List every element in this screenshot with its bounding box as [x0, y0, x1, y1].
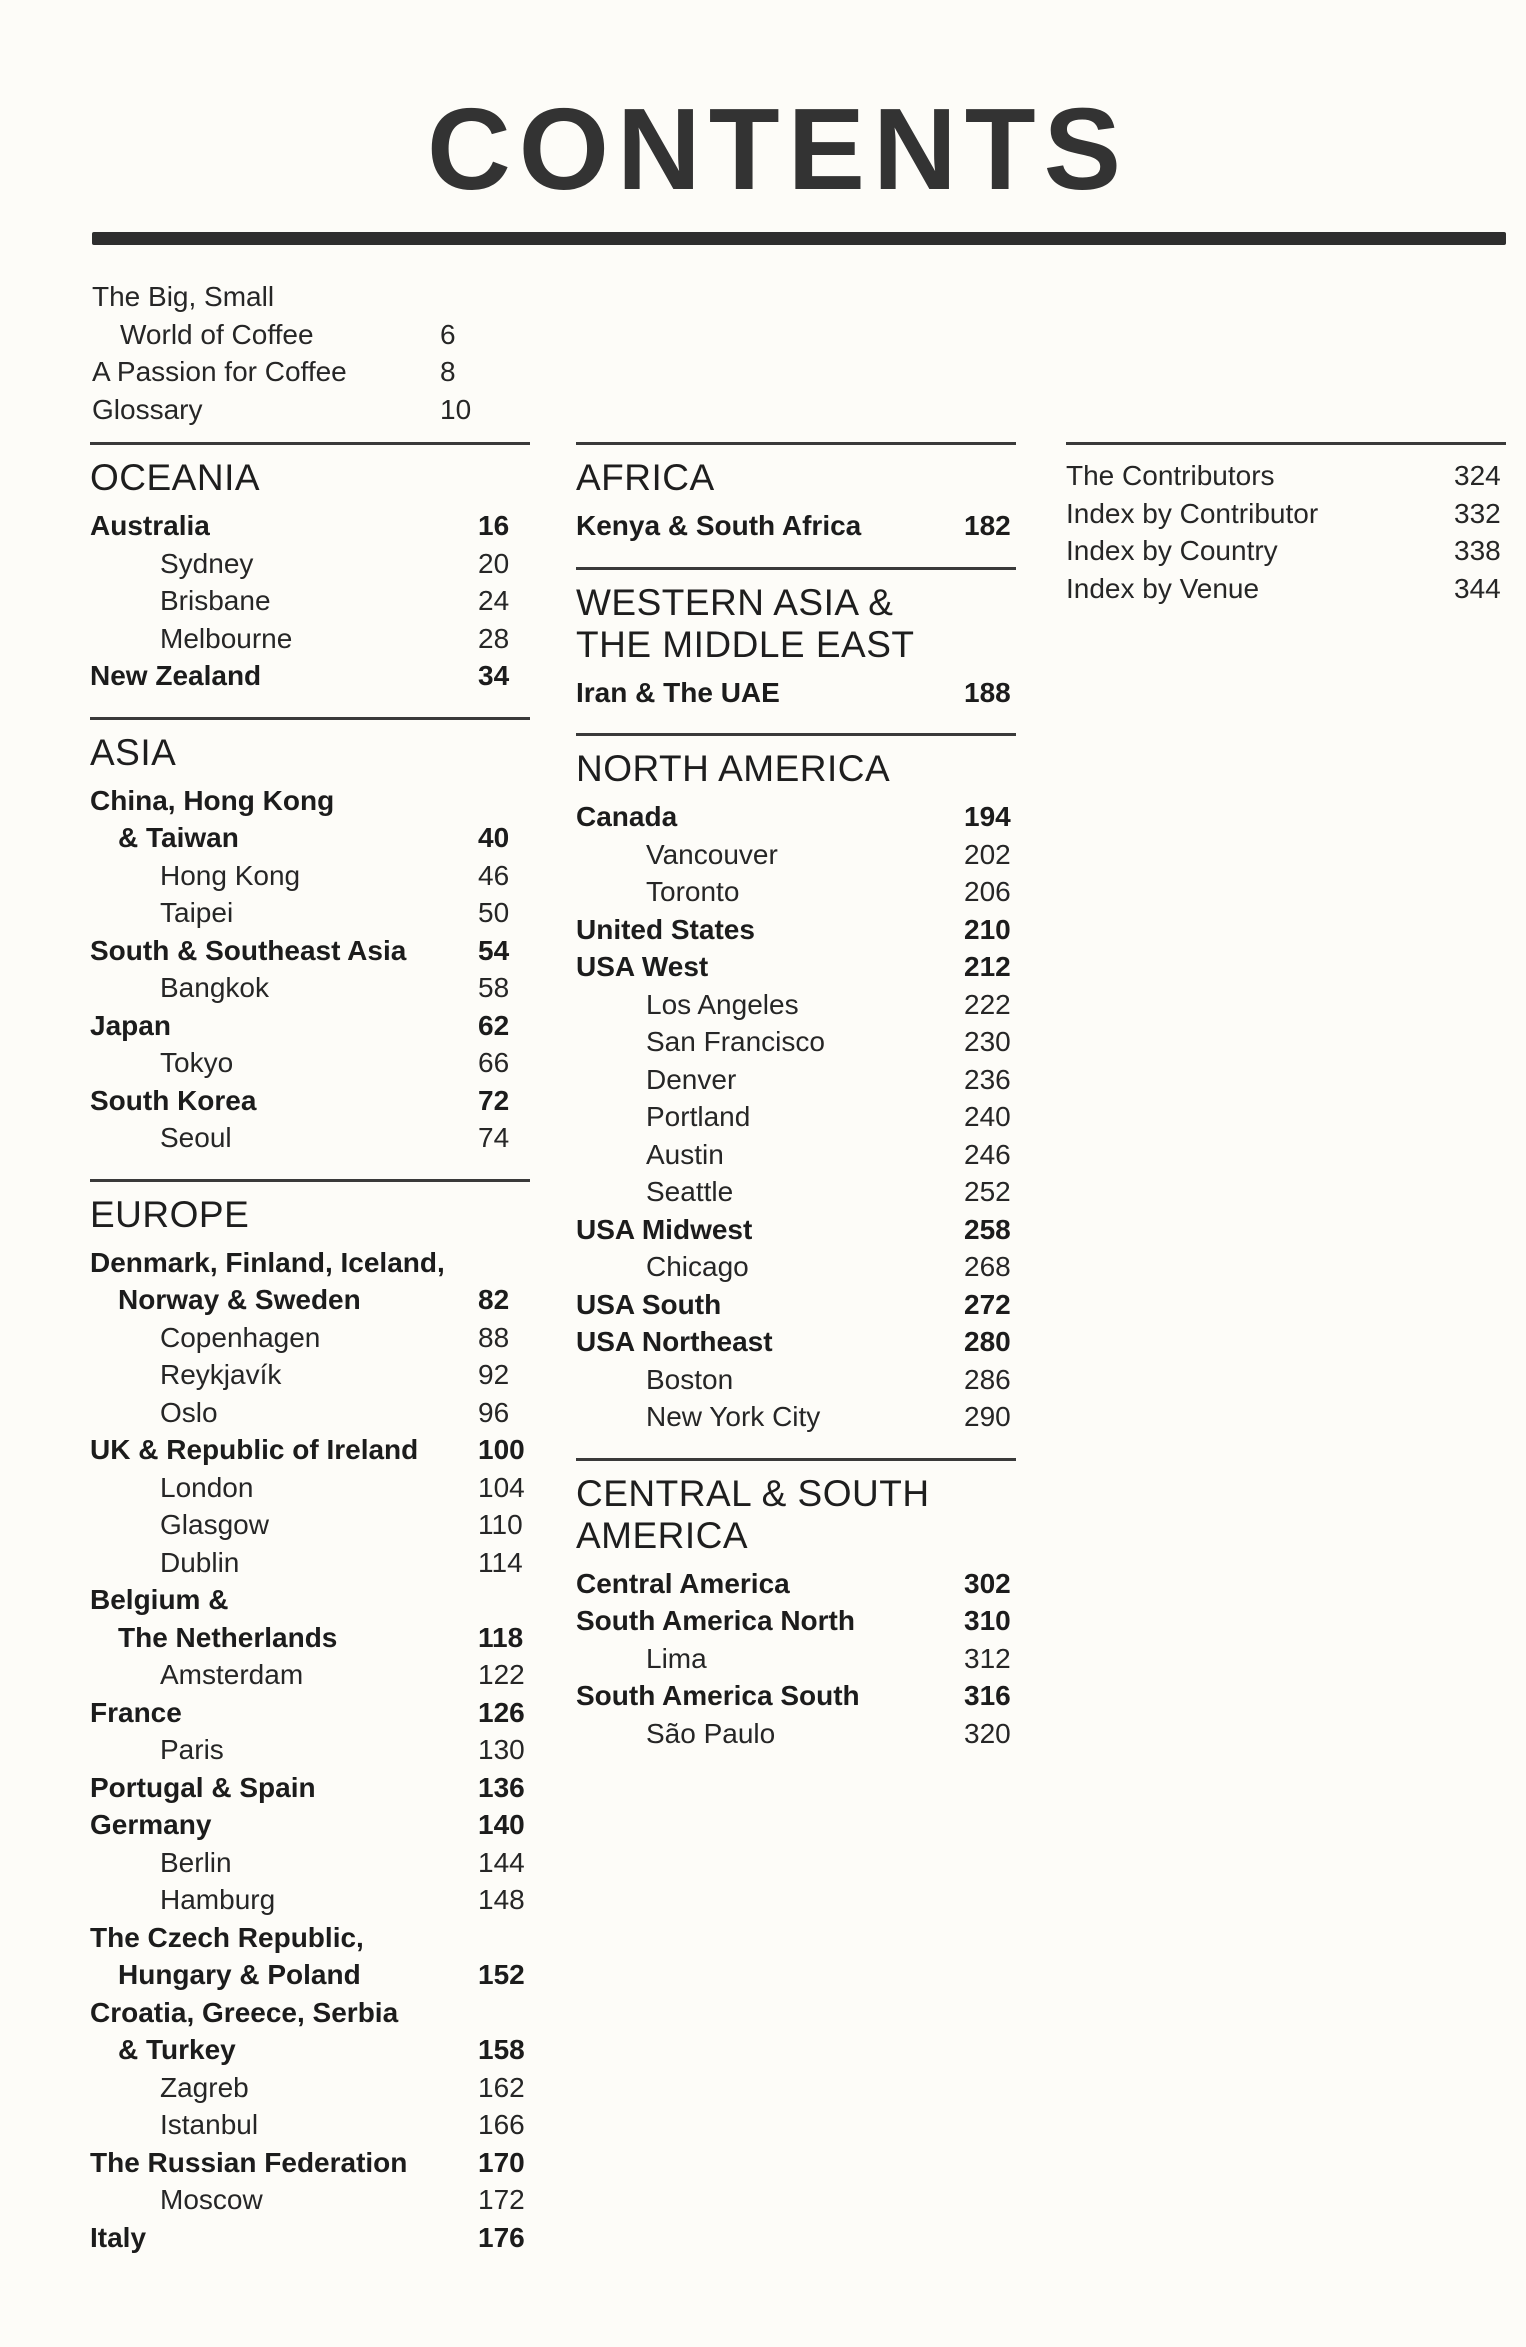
toc-entry[interactable] [576, 1361, 1016, 1399]
entry-label: The Contributors [1066, 460, 1275, 491]
entry-label: France [90, 1696, 182, 1728]
entry-page: 20 [478, 547, 510, 579]
toc-entry[interactable] [576, 1023, 1016, 1061]
toc-entry[interactable] [90, 1356, 530, 1394]
entry-label: United States [576, 913, 755, 945]
toc-entry[interactable] [90, 1844, 530, 1882]
entry-label: Belgium & [90, 1584, 229, 1615]
entry-page: 230 [964, 1026, 1011, 1057]
toc-entry[interactable] [92, 353, 492, 391]
region-heading: AFRICA [576, 457, 715, 498]
toc-entry[interactable] [576, 1640, 1016, 1678]
toc-entry[interactable] [90, 1956, 530, 1994]
entry-page: 158 [478, 2034, 525, 2065]
entry-label: Japan [90, 1009, 171, 1041]
entry-page: 310 [964, 1605, 1011, 1636]
entry-page: 332 [1454, 497, 1501, 529]
entry-page: 130 [478, 1734, 525, 1765]
entry-page: 72 [478, 1084, 510, 1116]
entry-page: 16 [478, 510, 510, 541]
entry-label: Istanbul [160, 2109, 259, 2140]
toc-entry[interactable] [576, 948, 1016, 986]
entry-label: Denmark, Finland, Iceland, [90, 1246, 445, 1278]
entry-label: Chicago [646, 1251, 749, 1282]
entry-label: Melbourne [160, 622, 293, 654]
entry-label: USA South [576, 1288, 722, 1320]
entry-page: 24 [478, 585, 510, 616]
entry-label: Iran & The UAE [576, 676, 780, 708]
section-rule [90, 717, 530, 720]
entry-label: Lima [646, 1642, 707, 1674]
toc-entry[interactable] [90, 582, 530, 620]
entry-label: Zagreb [160, 2071, 249, 2103]
entry-label: Amsterdam [160, 1659, 304, 1690]
toc-entry[interactable] [90, 1544, 530, 1582]
entry-label: Taipei [160, 897, 234, 928]
entry-label: New York City [646, 1401, 821, 1432]
entry-label: Brisbane [160, 585, 271, 616]
section-rule [576, 1458, 1016, 1461]
entry-label: Copenhagen [160, 1321, 321, 1353]
entry-label: The Russian Federation [90, 2146, 408, 2178]
entry-label: South America North [576, 1605, 855, 1636]
toc-section [576, 733, 1016, 1458]
toc-entry[interactable] [576, 1398, 1016, 1436]
entry-page: 188 [964, 676, 1011, 708]
toc-entry[interactable] [90, 1919, 530, 1957]
toc-entry[interactable] [90, 782, 530, 820]
entry-label: Toronto [646, 876, 740, 907]
section-rule [90, 1179, 530, 1182]
toc-entry[interactable] [90, 1656, 530, 1694]
toc-entry[interactable] [576, 836, 1016, 874]
entry-label: Canada [576, 801, 678, 832]
entry-label: Norway & Sweden [118, 1284, 361, 1315]
toc-entry[interactable] [90, 857, 530, 895]
entry-label: Hungary & Poland [118, 1959, 361, 1990]
entry-page: 8 [440, 356, 456, 387]
toc-entry[interactable] [576, 1602, 1016, 1640]
entry-page: 290 [964, 1401, 1011, 1432]
toc-entry[interactable] [576, 1098, 1016, 1136]
toc-entry[interactable] [576, 986, 1016, 1024]
entry-label: Portland [646, 1101, 751, 1132]
toc-entry[interactable] [90, 1082, 530, 1120]
entry-label: Vancouver [646, 838, 778, 870]
entry-page: 152 [478, 1959, 525, 1990]
toc-entry[interactable] [90, 1694, 530, 1732]
toc-entry[interactable] [90, 1007, 530, 1045]
toc-entry[interactable] [90, 2069, 530, 2107]
toc-section [576, 567, 1016, 734]
toc-entry[interactable] [90, 819, 530, 857]
entry-page: 210 [964, 913, 1011, 945]
toc-section [90, 717, 530, 1179]
toc-entry[interactable] [92, 391, 492, 429]
intro-list [92, 278, 492, 428]
section-gap [576, 1752, 1016, 1774]
entry-label: A Passion for Coffee [92, 356, 347, 387]
entry-page: 172 [478, 2184, 525, 2215]
section-gap [576, 711, 1016, 733]
entry-page: 206 [964, 876, 1011, 907]
entry-page: 240 [964, 1101, 1011, 1132]
entry-label: China, Hong Kong [90, 784, 335, 816]
toc-entry[interactable] [90, 1319, 530, 1357]
toc-entry[interactable] [90, 2106, 530, 2144]
entry-label: Kenya & South Africa [576, 510, 862, 541]
entry-label: Sydney [160, 547, 254, 579]
entry-page: 344 [1454, 572, 1501, 604]
toc-entry[interactable] [576, 911, 1016, 949]
entry-label: Index by Venue [1066, 572, 1260, 604]
toc-entry[interactable] [90, 1044, 530, 1082]
section-rule [576, 733, 1016, 736]
entry-page: 162 [478, 2071, 525, 2103]
toc-entry[interactable] [92, 278, 492, 316]
entry-page: 212 [964, 951, 1011, 982]
entry-page: 114 [478, 1546, 523, 1578]
entry-label: London [160, 1471, 254, 1503]
region-heading: ASIA [90, 731, 177, 773]
toc-entry[interactable] [90, 1619, 530, 1657]
entry-page: 140 [478, 1809, 525, 1840]
toc-entry[interactable] [576, 1211, 1016, 1249]
toc-section [90, 1179, 530, 2279]
entry-label: The Netherlands [118, 1621, 338, 1653]
entry-label: Portugal & Spain [90, 1771, 316, 1803]
entry-label: Index by Contributor [1066, 497, 1319, 529]
toc-column-3 [1066, 442, 1506, 629]
entry-page: 88 [478, 1321, 510, 1353]
entry-label: Berlin [160, 1846, 232, 1878]
toc-entry[interactable] [576, 1323, 1016, 1361]
toc-entry[interactable] [90, 1769, 530, 1807]
entry-label: São Paulo [646, 1717, 776, 1749]
toc-entry[interactable] [90, 1806, 530, 1844]
region-heading: EUROPE [90, 1193, 250, 1235]
toc-section [576, 1458, 1016, 1775]
entry-page: 58 [478, 972, 510, 1003]
page-title: CONTENTS [427, 84, 1129, 214]
toc-entry[interactable] [90, 1244, 530, 1282]
entry-label: Oslo [160, 1396, 218, 1428]
region-heading: OCEANIA [90, 457, 261, 498]
entry-label: The Czech Republic, [90, 1921, 364, 1953]
toc-entry[interactable] [576, 798, 1016, 836]
entry-page: 194 [964, 801, 1011, 832]
entry-label: San Francisco [646, 1026, 825, 1057]
entry-page: 62 [478, 1009, 510, 1041]
entry-page: 82 [478, 1284, 510, 1315]
toc-entry[interactable] [1066, 532, 1506, 570]
entry-page: 258 [964, 1213, 1011, 1245]
entry-label: South & Southeast Asia [90, 934, 407, 966]
entry-page: 104 [478, 1471, 525, 1503]
toc-entry[interactable] [90, 932, 530, 970]
toc-entry[interactable] [90, 1506, 530, 1544]
toc-entry[interactable] [576, 873, 1016, 911]
entry-label: Germany [90, 1809, 212, 1840]
entry-label: South America South [576, 1680, 860, 1711]
toc-column-2 [576, 442, 1016, 1774]
entry-page: 118 [478, 1621, 524, 1653]
entry-label: Seattle [646, 1176, 734, 1207]
entry-label: Index by Country [1066, 535, 1278, 566]
section-rule [1066, 442, 1506, 445]
entry-page: 10 [440, 393, 472, 425]
toc-section [90, 442, 530, 717]
entry-label: Dublin [160, 1546, 240, 1578]
entry-label: Tokyo [160, 1047, 234, 1078]
toc-entry[interactable] [90, 2144, 530, 2182]
toc-entry[interactable] [576, 1061, 1016, 1099]
entry-label: & Taiwan [118, 822, 239, 853]
toc-section [1066, 442, 1506, 629]
toc-entry[interactable] [576, 1136, 1016, 1174]
entry-label: Reykjavík [160, 1359, 282, 1390]
entry-page: 126 [478, 1696, 525, 1728]
section-gap [90, 2256, 530, 2278]
entry-page: 176 [478, 2221, 525, 2253]
section-gap [576, 1436, 1016, 1458]
toc-entry[interactable] [576, 1173, 1016, 1211]
entry-page: 148 [478, 1884, 525, 1915]
entry-label: Croatia, Greece, Serbia [90, 1996, 399, 2028]
toc-entry[interactable] [576, 1715, 1016, 1753]
entry-page: 236 [964, 1063, 1011, 1095]
entry-label: Bangkok [160, 972, 269, 1003]
entry-page: 96 [478, 1396, 510, 1428]
toc-entry[interactable] [576, 1565, 1016, 1603]
entry-label: UK & Republic of Ireland [90, 1434, 419, 1465]
toc-entry[interactable] [90, 1469, 530, 1507]
toc-entry[interactable] [90, 507, 530, 545]
entry-label: Austin [646, 1138, 724, 1170]
toc-entry[interactable] [90, 545, 530, 583]
toc-entry[interactable] [90, 1394, 530, 1432]
section-rule [576, 442, 1016, 445]
entry-page: 280 [964, 1326, 1011, 1357]
entry-label: Hamburg [160, 1884, 276, 1915]
toc-entry[interactable] [90, 1581, 530, 1619]
toc-entry[interactable] [576, 1286, 1016, 1324]
entry-page: 268 [964, 1251, 1011, 1282]
toc-entry[interactable] [576, 507, 1016, 545]
entry-page: 320 [964, 1717, 1011, 1749]
section-gap [90, 695, 530, 717]
entry-page: 54 [478, 934, 510, 966]
entry-page: 74 [478, 1122, 510, 1153]
toc-entry[interactable] [90, 1119, 530, 1157]
entry-page: 312 [964, 1642, 1011, 1674]
entry-label: The Big, Small [92, 281, 275, 312]
entry-label: South Korea [90, 1084, 257, 1116]
entry-page: 202 [964, 838, 1011, 870]
toc-entry[interactable] [90, 894, 530, 932]
entry-page: 40 [478, 822, 510, 853]
section-rule [90, 442, 530, 445]
entry-label: Boston [646, 1363, 734, 1395]
section-gap [576, 545, 1016, 567]
entry-page: 50 [478, 897, 510, 928]
entry-label: Hong Kong [160, 859, 301, 891]
entry-page: 136 [478, 1771, 525, 1803]
entry-page: 222 [964, 988, 1011, 1020]
entry-label: USA Northeast [576, 1326, 773, 1357]
toc-entry[interactable] [1066, 457, 1506, 495]
entry-label: Glasgow [160, 1509, 269, 1540]
entry-page: 34 [478, 660, 510, 691]
entry-page: 100 [478, 1434, 525, 1465]
entry-label: World of Coffee [120, 318, 314, 350]
toc-entry[interactable] [90, 1431, 530, 1469]
entry-page: 110 [478, 1509, 523, 1540]
toc-entry[interactable] [576, 674, 1016, 712]
toc-entry[interactable] [90, 657, 530, 695]
toc-entry[interactable] [1066, 570, 1506, 608]
entry-page: 46 [478, 859, 510, 891]
toc-entry[interactable] [92, 316, 492, 354]
toc-entry[interactable] [90, 1881, 530, 1919]
entry-label: Australia [90, 510, 210, 541]
section-gap [90, 1157, 530, 1179]
entry-page: 302 [964, 1567, 1011, 1599]
entry-label: Moscow [160, 2184, 263, 2215]
toc-entry[interactable] [576, 1248, 1016, 1286]
entry-page: 144 [478, 1846, 525, 1878]
entry-page: 338 [1454, 535, 1501, 566]
entry-label: USA West [576, 951, 709, 982]
entry-page: 272 [964, 1288, 1011, 1320]
entry-page: 166 [478, 2109, 525, 2140]
toc-entry[interactable] [90, 969, 530, 1007]
toc-entry[interactable] [90, 1731, 530, 1769]
entry-page: 122 [478, 1659, 525, 1690]
entry-label: & Turkey [118, 2034, 236, 2065]
entry-label: Los Angeles [646, 988, 799, 1020]
toc-section [576, 442, 1016, 567]
toc-entry[interactable] [576, 1677, 1016, 1715]
section-gap [1066, 607, 1506, 629]
region-heading: CENTRAL & SOUTH AMERICA [576, 1472, 930, 1556]
entry-page: 28 [478, 622, 510, 654]
entry-page: 170 [478, 2146, 525, 2178]
toc-entry[interactable] [90, 1281, 530, 1319]
region-heading: WESTERN ASIA & THE MIDDLE EAST [576, 581, 915, 665]
toc-entry[interactable] [90, 1994, 530, 2032]
title-rule [92, 232, 1506, 245]
entry-page: 6 [440, 318, 456, 350]
entry-page: 316 [964, 1680, 1011, 1711]
toc-entry[interactable] [1066, 495, 1506, 533]
toc-entry[interactable] [90, 2181, 530, 2219]
toc-entry[interactable] [90, 2031, 530, 2069]
entry-page: 246 [964, 1138, 1011, 1170]
entry-page: 252 [964, 1176, 1011, 1207]
entry-label: Italy [90, 2221, 147, 2253]
toc-entry[interactable] [90, 620, 530, 658]
region-heading: NORTH AMERICA [576, 748, 891, 789]
entry-page: 286 [964, 1363, 1011, 1395]
entry-label: Paris [160, 1734, 224, 1765]
entry-label: Central America [576, 1567, 790, 1599]
entry-page: 182 [964, 510, 1011, 541]
entry-label: USA Midwest [576, 1213, 753, 1245]
entry-page: 324 [1454, 460, 1501, 491]
entry-page: 66 [478, 1047, 510, 1078]
entry-page: 92 [478, 1359, 510, 1390]
section-rule [576, 567, 1016, 570]
toc-entry[interactable] [90, 2219, 530, 2257]
toc-column-1 [90, 442, 530, 2278]
entry-label: Seoul [160, 1122, 232, 1153]
entry-label: New Zealand [90, 660, 262, 691]
entry-label: Denver [646, 1063, 737, 1095]
entry-label: Glossary [92, 393, 203, 425]
